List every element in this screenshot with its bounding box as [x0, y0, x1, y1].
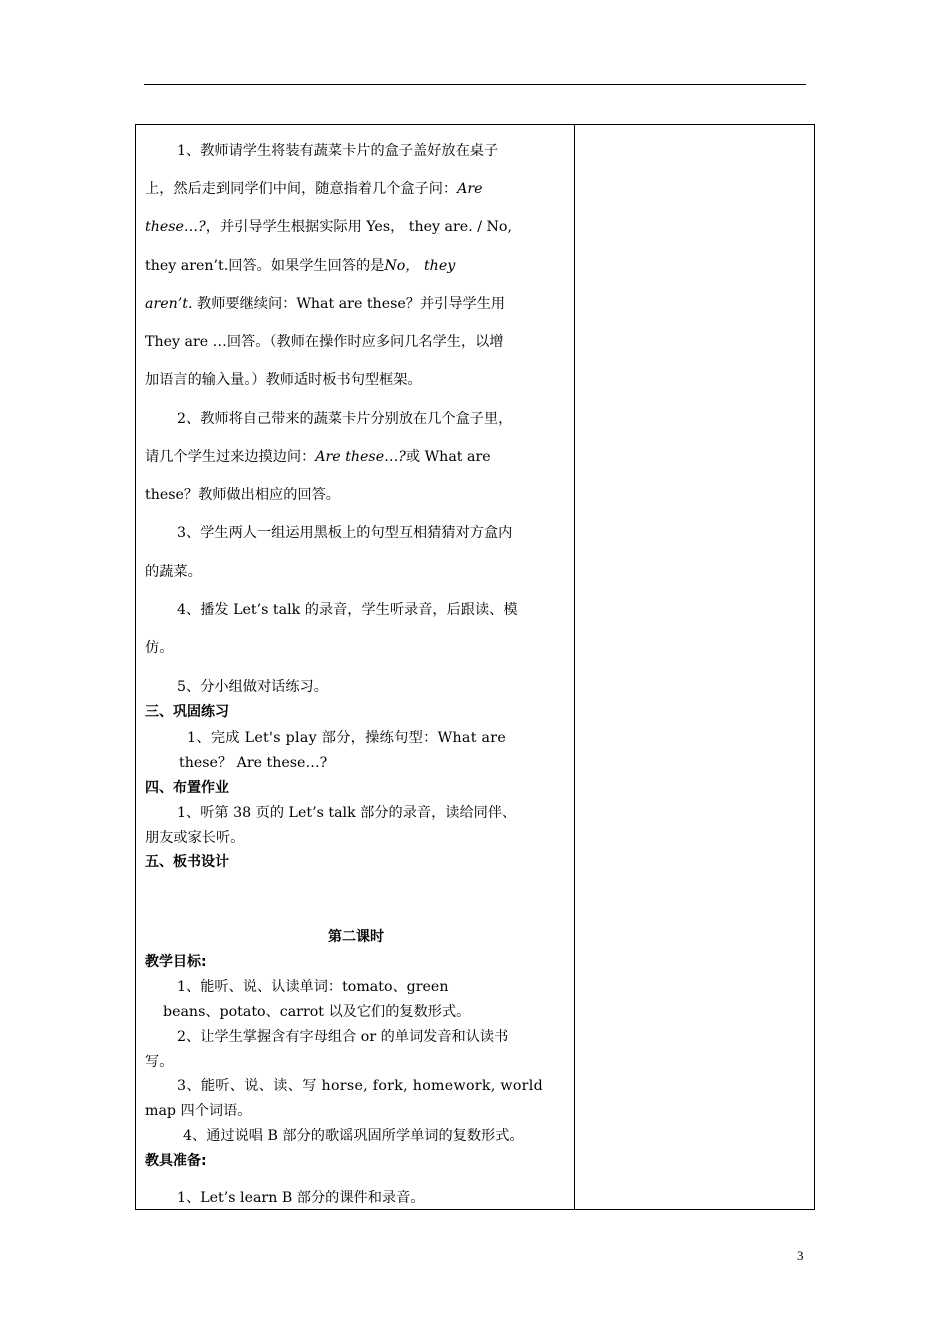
step5-line: 5、分小组做对话练习。: [177, 679, 328, 695]
section4-heading: 四、布置作业: [145, 780, 229, 796]
section3-heading: 三、巩固练习: [145, 704, 229, 720]
prep-heading: 教具准备:: [145, 1153, 207, 1169]
section3-line1: 1、完成 Let's play 部分，操练句型：What are: [187, 730, 507, 746]
goal4-line: 4、通过说唱 B 部分的歌谣巩固所学单词的复数形式。: [183, 1128, 524, 1144]
step1-line3: these…?，并引导学生根据实际用 Yes， they are. / No,: [145, 219, 512, 235]
step1-line4: they aren’t.回答。如果学生回答的是No， they: [145, 258, 456, 274]
step2-line2: 请几个学生过来边摸边问：Are these…?或 What are: [145, 449, 491, 465]
section4-line1: 1、听第 38 页的 Let’s talk 部分的录音，读给同伴、: [177, 805, 517, 821]
section5-heading: 五、板书设计: [145, 854, 229, 870]
step3-line2: 的蔬菜。: [145, 564, 202, 580]
goal3-line2: map 四个词语。: [145, 1103, 252, 1119]
section3-line2: these？ Are these…?: [179, 755, 328, 771]
goal2-line1: 2、让学生掌握含有字母组合 or 的单词发音和认读书: [177, 1029, 509, 1045]
step2-line3: these？教师做出相应的回答。: [145, 487, 340, 503]
step2-line1: 2、教师将自己带来的蔬菜卡片分别放在几个盒子里，: [177, 411, 513, 427]
step1-line2: 上，然后走到同学们中间，随意指着几个盒子问：Are: [145, 181, 483, 197]
step1-line5: aren’t. 教师要继续问：What are these？并引导学生用: [145, 296, 506, 312]
goal3-line1: 3、能听、说、读、写 horse, fork, homework, world: [177, 1078, 543, 1094]
step4-line2: 仿。: [145, 640, 174, 656]
step4-line1: 4、播发 Let’s talk 的录音，学生听录音，后跟读、模: [177, 602, 518, 618]
step1-line7: 加语言的输入量。）教师适时板书句型框架。: [145, 372, 422, 388]
step3-line1: 3、学生两人一组运用黑板上的句型互相猜猜对方盒内: [177, 525, 513, 541]
prep-line1: 1、Let’s learn B 部分的课件和录音。: [177, 1190, 425, 1206]
lesson2-title: 第二课时: [328, 929, 384, 945]
goal2-line2: 写。: [145, 1054, 174, 1070]
goal1-line2: beans、potato、carrot 以及它们的复数形式。: [163, 1004, 471, 1020]
step1-line1: 1、教师请学生将装有蔬菜卡片的盒子盖好放在桌子: [177, 143, 499, 159]
header-rule: [144, 84, 806, 85]
goal1-line1: 1、能听、说、认读单词：tomato、green: [177, 979, 449, 995]
lesson-table: [135, 124, 815, 1210]
page-number: 3: [797, 1248, 804, 1263]
section4-line2: 朋友或家长听。: [145, 830, 245, 846]
lesson2-goals-heading: 教学目标:: [145, 954, 207, 970]
column-divider: [574, 125, 575, 1209]
step1-line6: They are …回答。（教师在操作时应多问几名学生，以增: [145, 334, 504, 350]
